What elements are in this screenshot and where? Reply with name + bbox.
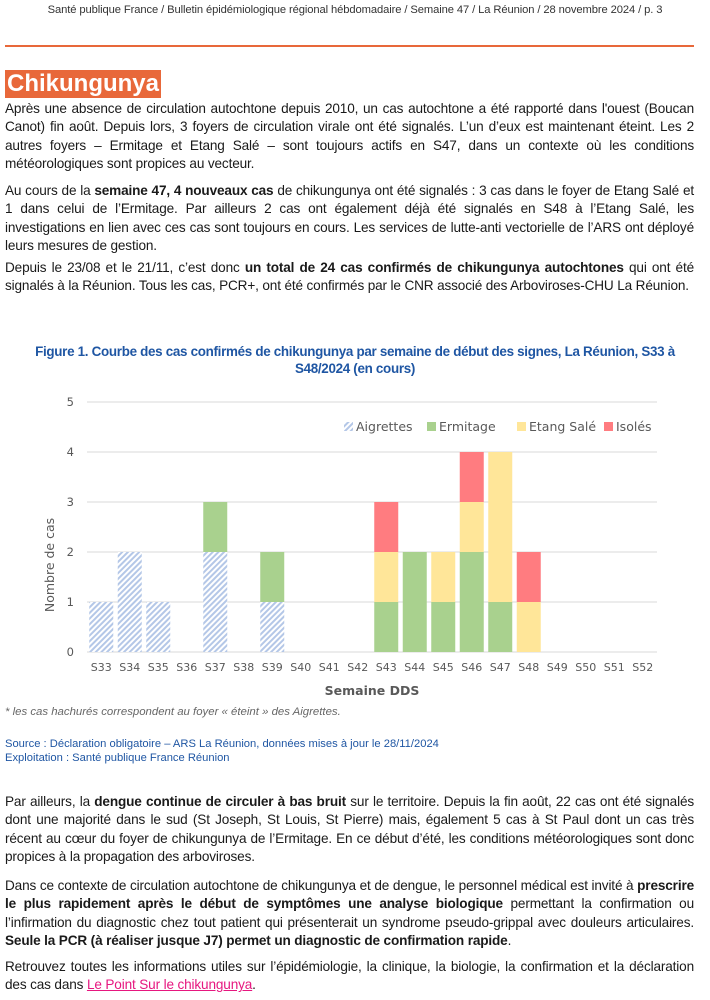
legend-swatch-ermitage: [427, 422, 436, 431]
bar-segment-etang-sal--s47: [488, 452, 512, 602]
legend-label: Etang Salé: [529, 419, 597, 434]
paragraph-dengue: [5, 793, 694, 866]
bar-segment-isol-s-s48: [517, 552, 541, 602]
y-tick-label: 3: [66, 495, 74, 509]
bar-segment-aigrettes-s33: [89, 602, 113, 652]
x-tick-label: S36: [176, 661, 198, 674]
point-sur-chikungunya-link[interactable]: Le Point Sur le chikungunya: [86, 977, 253, 993]
x-axis-label: Semaine DDS: [324, 683, 420, 698]
figure-note: * les cas hachurés correspondent au foyer « éteint » des Aigrettes.: [5, 706, 341, 718]
y-tick-labels: [67, 395, 74, 659]
header-divider: [5, 45, 694, 47]
legend: [344, 419, 652, 434]
x-tick-label: S48: [518, 661, 540, 674]
text: permettant la confirmation ou l’infirmation du diagnostic chez tout patient qui présenterait un syndrome pseudo-grippal avec douleurs articulaires.: [5, 896, 694, 930]
text: .: [252, 977, 256, 993]
y-axis-label: Nombre de cas: [42, 517, 57, 613]
x-tick-label: S44: [404, 661, 426, 674]
bar-segment-etang-sal--s46: [460, 502, 484, 552]
x-tick-label: S50: [575, 661, 597, 674]
gridlines: [87, 402, 657, 652]
legend-label: Ermitage: [439, 419, 496, 434]
bar-segment-ermitage-s46: [460, 552, 484, 652]
x-tick-label: S47: [489, 661, 511, 674]
bar-segment-aigrettes-s34: [118, 552, 142, 652]
legend-label: Isolés: [616, 419, 652, 434]
emphasis: semaine 47, 4 nouveaux cas: [94, 183, 274, 198]
bar-segment-ermitage-s47: [488, 602, 512, 652]
bar-segment-isol-s-s43: [374, 502, 398, 552]
bar-segment-ermitage-s43: [374, 602, 398, 652]
legend-swatch-etang-sal-: [517, 422, 526, 431]
bar-segment-aigrettes-s35: [146, 602, 170, 652]
x-tick-label: S45: [432, 661, 454, 674]
bar-segment-aigrettes-s37: [203, 552, 227, 652]
x-tick-label: S38: [233, 661, 255, 674]
legend-swatch-aigrettes: [344, 422, 353, 431]
x-tick-label: S51: [603, 661, 625, 674]
x-tick-label: S52: [632, 661, 654, 674]
bar-segment-isol-s-s46: [460, 452, 484, 502]
bar-segment-ermitage-s45: [431, 602, 455, 652]
section-title: Chikungunya: [7, 70, 160, 97]
x-tick-labels: [91, 661, 653, 674]
bar-segment-aigrettes-s39: [260, 602, 284, 652]
text: qui ont été signalés à la Réunion. Tous les cas, PCR+, ont été confirmés par le CNR associé des Arboviroses-CHU La Réunion.: [5, 260, 694, 294]
x-tick-label: S39: [261, 661, 283, 674]
legend-swatch-isol-s: [604, 422, 613, 431]
text: Retrouvez toutes les informations utiles sur l’épidémiologie, la clinique, la biologie, la confirmation et la déclaration des cas dans: [5, 959, 694, 993]
y-tick-label: 4: [66, 445, 74, 459]
x-tick-label: S34: [119, 661, 141, 674]
x-tick-label: S35: [147, 661, 169, 674]
bar-segment-etang-sal--s48: [517, 602, 541, 652]
bar-segment-ermitage-s37: [203, 502, 227, 552]
figure-source: [5, 737, 439, 765]
x-tick-label: S46: [461, 661, 483, 674]
y-tick-label: 2: [66, 545, 74, 559]
legend-label: Aigrettes: [356, 419, 413, 434]
text: Dans ce contexte de circulation autochtone de chikungunya et de dengue, le personnel médical est invité à: [5, 878, 638, 893]
figure-title: Figure 1. Courbe des cas confirmés de chikungunya par semaine de début des signes, La Réunion, S33 à S48/2024 (en cours): [35, 344, 675, 376]
x-tick-label: S42: [347, 661, 369, 674]
emphasis: prescrire le plus rapidement après le début de symptômes une analyse biologique: [5, 878, 694, 912]
running-header: Santé publique France / Bulletin épidémiologique régional hébdomadaire / Semaine 47 / La Réunion / 28 novembre 2024 / p. 3: [47, 4, 663, 16]
text: Au cours de la: [5, 183, 95, 198]
paragraph-recommendation: [5, 877, 694, 950]
x-tick-label: S49: [546, 661, 568, 674]
text: Depuis le 23/08 et le 21/11, c’est donc: [5, 260, 245, 275]
text: .: [507, 932, 512, 948]
source-line: Source : Déclaration obligatoire – ARS La Réunion, données mises à jour le 28/11/2024: [5, 738, 439, 750]
emphasis: Seule la PCR (à réaliser jusque J7) permet un diagnostic de confirmation rapide: [5, 932, 508, 948]
x-tick-label: S43: [375, 661, 397, 674]
x-tick-label: S40: [290, 661, 312, 674]
emphasis: un total de 24 cas confirmés de chikungunya autochtones: [244, 260, 624, 275]
exploitation-line: Exploitation : Santé publique France Réunion: [5, 752, 230, 764]
bar-segment-etang-sal--s43: [374, 552, 398, 602]
text: sur le territoire. Depuis la fin août, 22 cas ont été signalés dont une majorité dans le sud (St Joseph, St Louis, St Pierre) mais, également 5 cas à St Paul dont un cas très récent au cœur du foyer de chikungunya de l’Ermitage. En ce début d’été, les conditions météorologiques sont donc propices à la propagation des arboviroses.: [5, 794, 695, 864]
bar-segment-etang-sal--s45: [431, 552, 455, 602]
paragraph-intro: Après une absence de circulation autochtone depuis 2010, un cas autochtone a été rapporté dans l'ouest (Boucan Canot) fin août. Depuis lors, 3 foyers de circulation virale ont été signalés. L’un d’eux est maintenant éteint. Les 2 autres foyers – Ermitage et Etang Salé – sont toujours actifs en S47, dans un contexte où les conditions météorologiques sont propices au vecteur.: [5, 101, 694, 171]
text: Par ailleurs, la: [5, 794, 95, 809]
y-tick-label: 5: [66, 395, 74, 409]
text: de chikungunya ont été signalés : 3 cas dans le foyer de Etang Salé et 1 dans celui de l’Ermitage. Par ailleurs 2 cas ont également déjà été signalés en S48 à l’Etang Salé, les investigations en lien avec ces cas sont toujours en cours. Les services de lutte-anti vectorielle de l’ARS ont déployé leurs mesures de gestion.: [5, 183, 694, 253]
stacked-bar-chart: [0, 390, 710, 705]
x-tick-label: S41: [318, 661, 340, 674]
x-tick-label: S33: [90, 661, 112, 674]
bar-segment-ermitage-s44: [403, 552, 427, 652]
paragraph-total: [5, 259, 694, 296]
y-tick-label: 0: [66, 645, 74, 659]
emphasis: dengue continue de circuler à bas bruit: [94, 794, 347, 809]
x-tick-label: S37: [204, 661, 226, 674]
paragraph-week47: [5, 182, 694, 255]
paragraph-more-info: [5, 958, 694, 995]
y-tick-label: 1: [66, 595, 74, 609]
bar-segment-ermitage-s39: [260, 552, 284, 602]
